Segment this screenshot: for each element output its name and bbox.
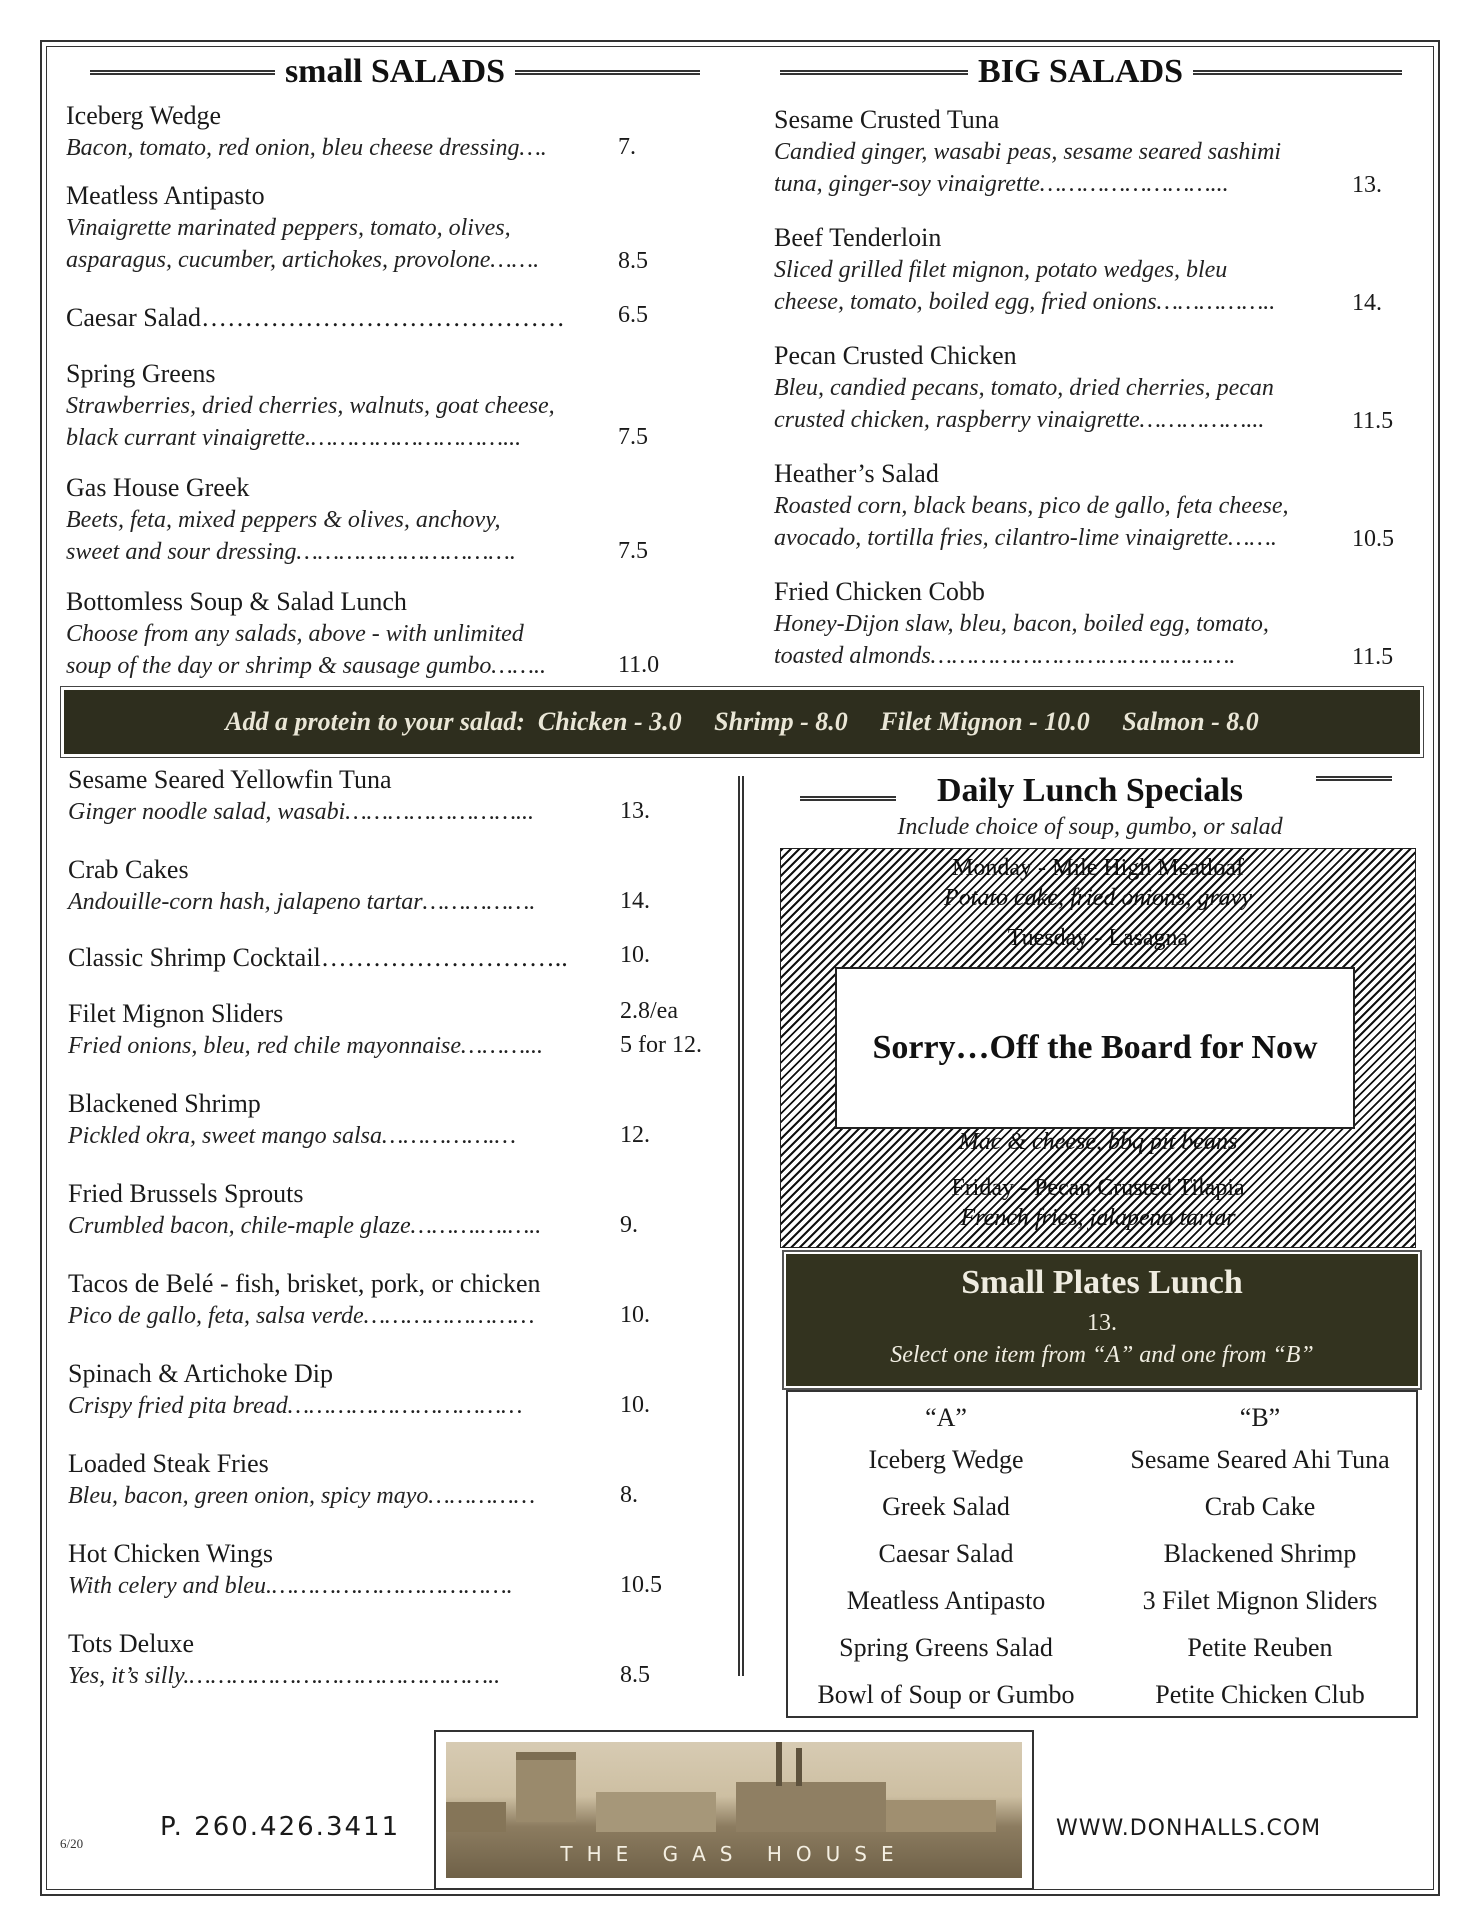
item-description: tuna, ginger-soy vinaigrette……………………...: [774, 171, 1229, 197]
option-a: Spring Greens Salad: [839, 1633, 1053, 1662]
item-name: Crab Cakes: [68, 855, 189, 884]
item-name: Filet Mignon Sliders: [68, 999, 284, 1028]
item-name: Tots Deluxe: [68, 1629, 194, 1658]
item-price: 10.: [620, 1302, 650, 1328]
daily-specials-board: [780, 848, 1416, 1248]
menu-item: [68, 1628, 500, 1692]
item-price: 8.: [620, 1482, 638, 1508]
item-description: crusted chicken, raspberry vinaigrette……………...: [774, 407, 1265, 433]
item-price: 8.5: [618, 248, 648, 274]
item-name: Heather’s Salad: [774, 459, 939, 488]
item-price: 10.: [620, 942, 650, 968]
item-price: 7.: [618, 134, 636, 160]
item-price: 11.5: [1352, 644, 1394, 670]
item-name: Loaded Steak Fries: [68, 1449, 269, 1478]
item-description: Pickled okra, sweet mango salsa…………….…: [68, 1123, 516, 1149]
option-a: Meatless Antipasto: [846, 1586, 1046, 1615]
item-price: 7.5: [618, 424, 648, 450]
phone-number: P. 260.426.3411: [160, 1812, 401, 1842]
item-description: Choose from any salads, above - with unlimited: [66, 621, 524, 647]
item-description: toasted almonds…………………………………….: [774, 643, 1236, 669]
item-price: 13.: [1352, 172, 1382, 198]
option-b: Crab Cake: [1204, 1492, 1316, 1521]
menu-item: [66, 302, 565, 334]
item-name: Spring Greens: [66, 359, 216, 388]
item-name: Pecan Crusted Chicken: [774, 341, 1017, 370]
website-link[interactable]: WWW.DONHALLS.COM: [1056, 1816, 1322, 1841]
item-description: Crispy fried pita bread……………………………: [68, 1393, 523, 1419]
small-salads-heading: [90, 52, 700, 92]
item-price: 13.: [620, 798, 650, 824]
gas-house-photo: [434, 1730, 1034, 1890]
item-price: 12.: [620, 1122, 650, 1148]
item-name: Sesame Crusted Tuna: [774, 105, 1000, 134]
item-price: 14.: [620, 888, 650, 914]
menu-item: [68, 998, 543, 1062]
small-plates-lunch-options: [786, 1390, 1418, 1718]
menu-item: [68, 1538, 513, 1602]
menu-item: [66, 358, 555, 454]
item-description: With celery and bleu.…………………………….: [68, 1573, 513, 1599]
menu-item: [774, 576, 1269, 672]
item-price: 9.: [620, 1212, 638, 1238]
item-description: Vinaigrette marinated peppers, tomato, olives,: [66, 215, 511, 241]
big-salads-heading: [780, 52, 1402, 92]
photo-caption: THE GAS HOUSE: [560, 1842, 908, 1866]
item-name: Bottomless Soup & Salad Lunch: [66, 587, 407, 616]
item-name: Gas House Greek: [66, 473, 250, 502]
menu-item: [66, 180, 539, 276]
menu-item: [66, 586, 546, 682]
option-b: Petite Chicken Club: [1155, 1680, 1365, 1709]
item-name: Hot Chicken Wings: [68, 1539, 274, 1568]
item-price: 11.5: [1352, 408, 1394, 434]
off-board-notice: [835, 967, 1355, 1129]
item-name: Sesame Seared Yellowfin Tuna: [68, 765, 392, 794]
item-name: Fried Brussels Sprouts: [68, 1179, 304, 1208]
item-description: Pico de gallo, feta, salsa verde……………………: [68, 1303, 535, 1329]
column-a: [796, 1400, 1096, 1718]
print-date: 6/20: [60, 1836, 84, 1851]
menu-item: [774, 340, 1274, 436]
special-friday-desc: French fries, jalapeno tartar: [960, 1205, 1236, 1231]
menu-item: [774, 104, 1281, 200]
item-description: Bacon, tomato, red onion, bleu cheese dressing….: [66, 135, 547, 161]
special-monday-desc: Potato cake, fried onions, gravy: [944, 885, 1252, 911]
heading-rule: [780, 70, 968, 75]
column-b: [1110, 1400, 1410, 1718]
item-name: Spinach & Artichoke Dip: [68, 1359, 334, 1388]
menu-item: [774, 458, 1289, 554]
menu-item: [66, 100, 547, 164]
item-description: Beets, feta, mixed peppers & olives, anchovy,: [66, 507, 501, 533]
item-price: 7.5: [618, 538, 648, 564]
column-divider: [738, 776, 744, 1676]
item-price: 10.5: [1352, 526, 1394, 552]
option-a: Bowl of Soup or Gumbo: [817, 1680, 1075, 1709]
item-description: Strawberries, dried cherries, walnuts, goat cheese,: [66, 393, 555, 419]
menu-item: [68, 1448, 535, 1512]
menu-item: [68, 764, 534, 828]
item-description: Honey-Dijon slaw, bleu, bacon, boiled egg, tomato,: [774, 611, 1269, 637]
item-description: Fried onions, bleu, red chile mayonnaise………...: [68, 1033, 544, 1059]
column-a-header: “A”: [925, 1403, 967, 1432]
special-friday: Friday - Pecan Crusted Tilapia: [951, 1175, 1245, 1201]
option-b: Blackened Shrimp: [1163, 1539, 1357, 1568]
item-description: Sliced grilled filet mignon, potato wedges, bleu: [774, 257, 1228, 283]
item-description: cheese, tomato, boiled egg, fried onions……………..: [774, 289, 1276, 315]
option-a: Iceberg Wedge: [868, 1445, 1024, 1474]
option-b: Petite Reuben: [1187, 1633, 1333, 1662]
item-description: Candied ginger, wasabi peas, sesame seared sashimi: [774, 139, 1282, 165]
item-description: Roasted corn, black beans, pico de gallo, feta cheese,: [774, 493, 1289, 519]
item-price: 8.5: [620, 1662, 650, 1688]
item-description: sweet and sour dressing………………………….: [66, 539, 516, 565]
item-description: black currant vinaigrette.………………………...: [66, 425, 522, 451]
item-name: Beef Tenderloin: [774, 223, 942, 252]
item-price: 6.5: [618, 302, 648, 328]
item-price: 10.: [620, 1392, 650, 1418]
item-description: Bleu, candied pecans, tomato, dried cherries, pecan: [774, 375, 1274, 401]
menu-item: [68, 1358, 523, 1422]
heading-rule: [515, 70, 700, 75]
item-description: Ginger noodle salad, wasabi……………………...: [68, 799, 535, 825]
small-salads-title: small SALADS: [284, 53, 506, 90]
item-description: asparagus, cucumber, artichokes, provolone…….: [66, 247, 540, 273]
item-description: Bleu, bacon, green onion, spicy mayo……………: [68, 1483, 536, 1509]
item-description: soup of the day or shrimp & sausage gumbo……..: [66, 653, 547, 679]
special-tuesday: Tuesday - Lasagna: [1007, 925, 1189, 951]
item-name: Classic Shrimp Cocktail………………………..: [68, 943, 568, 972]
option-b: Sesame Seared Ahi Tuna: [1130, 1445, 1390, 1474]
item-price: 2.8/ea: [620, 998, 678, 1024]
item-description: Andouille-corn hash, jalapeno tartar…………….: [68, 889, 536, 915]
protein-banner: [64, 690, 1420, 754]
item-name: Iceberg Wedge: [66, 101, 222, 130]
item-price: 11.0: [618, 652, 660, 678]
menu-item: [774, 222, 1275, 318]
menu-item: [68, 1268, 541, 1332]
item-price: 10.5: [620, 1572, 662, 1598]
item-name: Tacos de Belé - fish, brisket, pork, or chicken: [68, 1269, 541, 1298]
protein-banner-text: Add a protein to your salad: Chicken - 3.0 Shrimp - 8.0 Filet Mignon - 10.0 Salmon - 8.0: [225, 707, 1259, 736]
item-name: Meatless Antipasto: [66, 181, 265, 210]
heading-rule: [1193, 70, 1402, 75]
item-price: 14.: [1352, 290, 1382, 316]
item-name: Caesar Salad……………………………………: [66, 303, 566, 332]
item-name: Blackened Shrimp: [68, 1089, 261, 1118]
option-a: Caesar Salad: [878, 1539, 1014, 1568]
big-salads-title: BIG SALADS: [978, 53, 1184, 90]
small-plates-lunch-subtitle: Select one item from “A” and one from “B”: [890, 1342, 1314, 1368]
special-thursday-desc: Mac & cheese, bbq pit beans: [958, 1129, 1238, 1155]
item-description: Yes, it’s silly.……………………………………..: [68, 1663, 501, 1689]
small-plates-lunch-price: 13.: [1087, 1310, 1117, 1336]
item-description: Crumbled bacon, chile-maple glaze……….….…..: [68, 1213, 542, 1239]
menu-item: [68, 854, 535, 918]
small-plates-lunch-header: [786, 1254, 1418, 1386]
item-price: 5 for 12.: [620, 1032, 702, 1058]
small-plates-lunch-title: Small Plates Lunch: [961, 1264, 1243, 1301]
item-description: avocado, tortilla fries, cilantro-lime vinaigrette…….: [774, 525, 1277, 551]
menu-item: [68, 1088, 516, 1152]
menu-item: [66, 472, 516, 568]
daily-specials-title: Daily Lunch Specials: [936, 772, 1244, 809]
item-name: Fried Chicken Cobb: [774, 577, 985, 606]
gas-house-image: [446, 1742, 1022, 1878]
menu-item: [68, 1178, 541, 1242]
off-board-text: Sorry…Off the Board for Now: [872, 1029, 1318, 1066]
option-b: 3 Filet Mignon Sliders: [1142, 1586, 1378, 1615]
daily-specials-subtitle: Include choice of soup, gumbo, or salad: [897, 814, 1283, 840]
column-b-header: “B”: [1239, 1403, 1281, 1432]
menu-item: [68, 942, 568, 974]
option-a: Greek Salad: [882, 1492, 1010, 1521]
special-monday: Monday - Mile High Meatloaf: [952, 855, 1244, 881]
heading-rule: [90, 70, 275, 75]
